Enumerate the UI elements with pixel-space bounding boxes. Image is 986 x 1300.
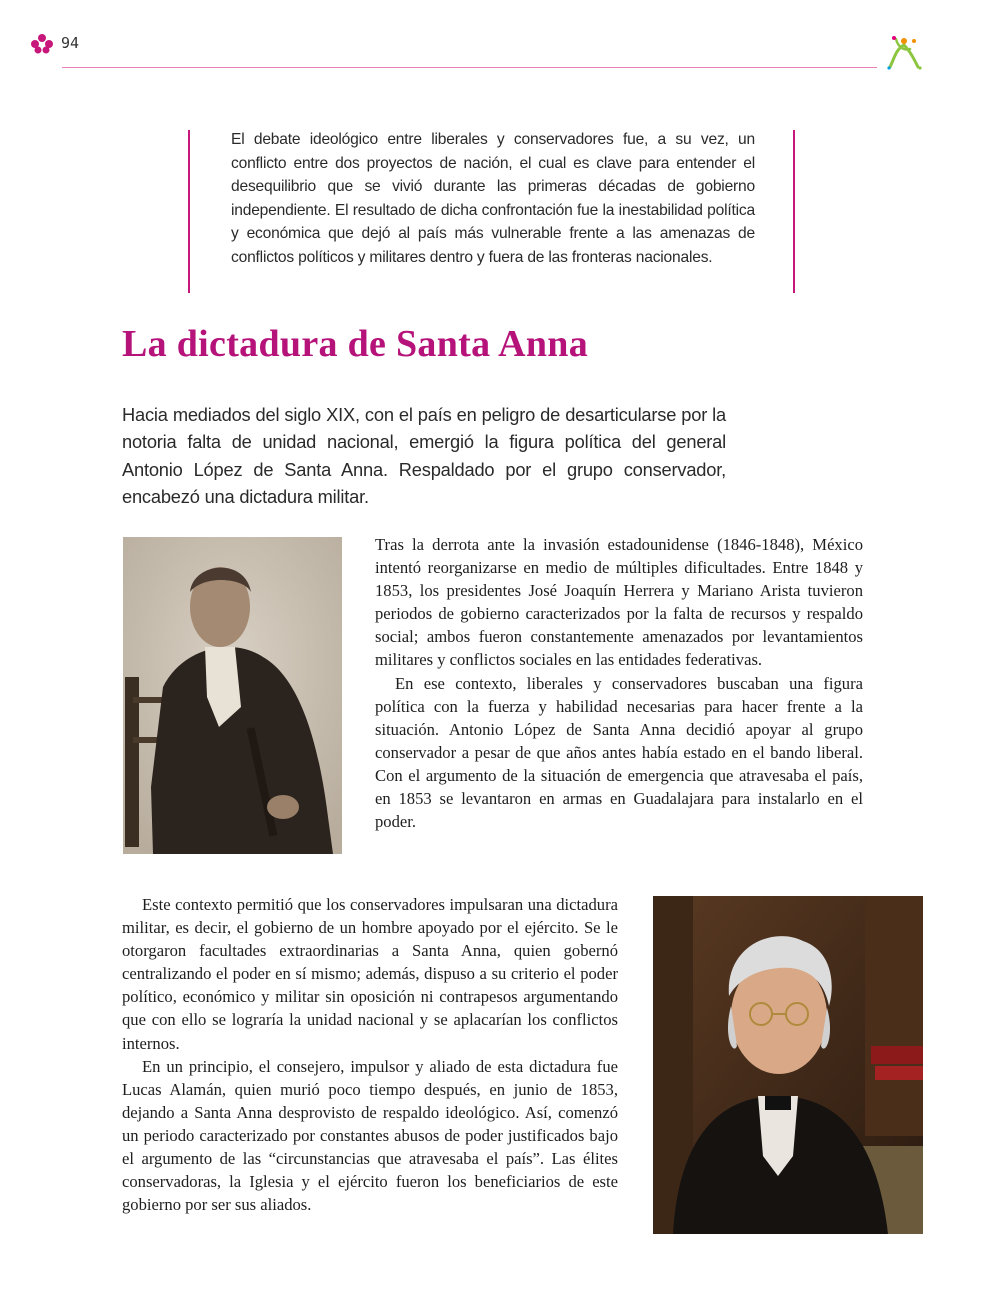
right-column-text — [375, 533, 863, 833]
quote-bar-left — [188, 130, 190, 293]
quote-text: El debate ideológico entre liberales y conservadores fue, a su vez, un conflicto entre dos proyectos de nación, el cual es clave para entender el desequilibrio que se vivió durante las primeras décadas de gobierno independiente. El resultado de dicha confrontación fue la inestabilidad política y económica que dejó al país más vulnerable frente a las amenazas de conflictos políticos y militares dentro y fuera de las fronteras nacionales. — [231, 131, 755, 266]
flower-ornament-icon — [30, 33, 54, 55]
paragraph: En ese contexto, liberales y conservadores buscaban una figura política con la fuerza y habilidad necesarias para hacer frente a la situación. Antonio López de Santa Anna decidió apoyar al grupo conservador a pesar de que años antes había estado en el bando liberal. Con el argumento de la situación de emergencia que atravesaba el país, en 1853 se levantaron en armas en Guadalajara para instalarlo en el poder. — [375, 673, 863, 832]
page-number: 94 — [61, 34, 80, 52]
quote-bar-right — [793, 130, 795, 293]
santa-anna-portrait-photo — [123, 537, 342, 854]
lucas-alaman-portrait-painting — [653, 896, 923, 1234]
paragraph: En un principio, el consejero, impulsor y aliado de esta dictadura fue Lucas Alamán, quien murió poco tiempo después, en junio de 1853, dejando a Santa Anna desprovisto de respaldo ideológico. Así, comenzó un periodo caracterizado por constantes abusos de poder justificados bajo el argumento de las “circunstancias que atravesaba el país”. Las élites conservadoras, la Iglesia y el ejército fueron los beneficiarios de este gobierno por ser sus aliados. — [122, 1056, 618, 1215]
paragraph: Tras la derrota ante la invasión estadounidense (1846-1848), México intentó reorganizarse en medio de múltiples dificultades. Entre 1848 y 1853, los presidentes José Joaquín Herrera y Mariano Arista tuvieron periodos de gobierno caracterizados por la falta de recursos y respaldo social; ambos fueron constantemente amenazados por levantamientos militares y conflictos sociales en las entidades federativas. — [375, 535, 863, 670]
sprout-logo-icon — [884, 33, 924, 73]
left-column-text — [122, 893, 618, 1216]
header-rule — [62, 67, 877, 68]
section-intro: Hacia mediados del siglo XIX, con el país en peligro de desarticularse por la notoria falta de unidad nacional, emergió la figura política del general Antonio López de Santa Anna. Respaldado por el grupo conservador, encabezó una dictadura militar. — [122, 404, 726, 508]
paragraph: Este contexto permitió que los conservadores impulsaran una dictadura militar, es decir, el gobierno de un hombre apoyado por el ejército. Se le otorgaron facultades extraordinarias a Santa Anna, quien gobernó centralizando el poder en sí mismo; además, dispuso a su criterio el poder político, económico y militar sin oposición ni contrapesos argumentando que con ello se lograría la unidad nacional y se aplacarían los conflictos internos. — [122, 895, 618, 1053]
section-title: La dictadura de Santa Anna — [122, 323, 589, 365]
